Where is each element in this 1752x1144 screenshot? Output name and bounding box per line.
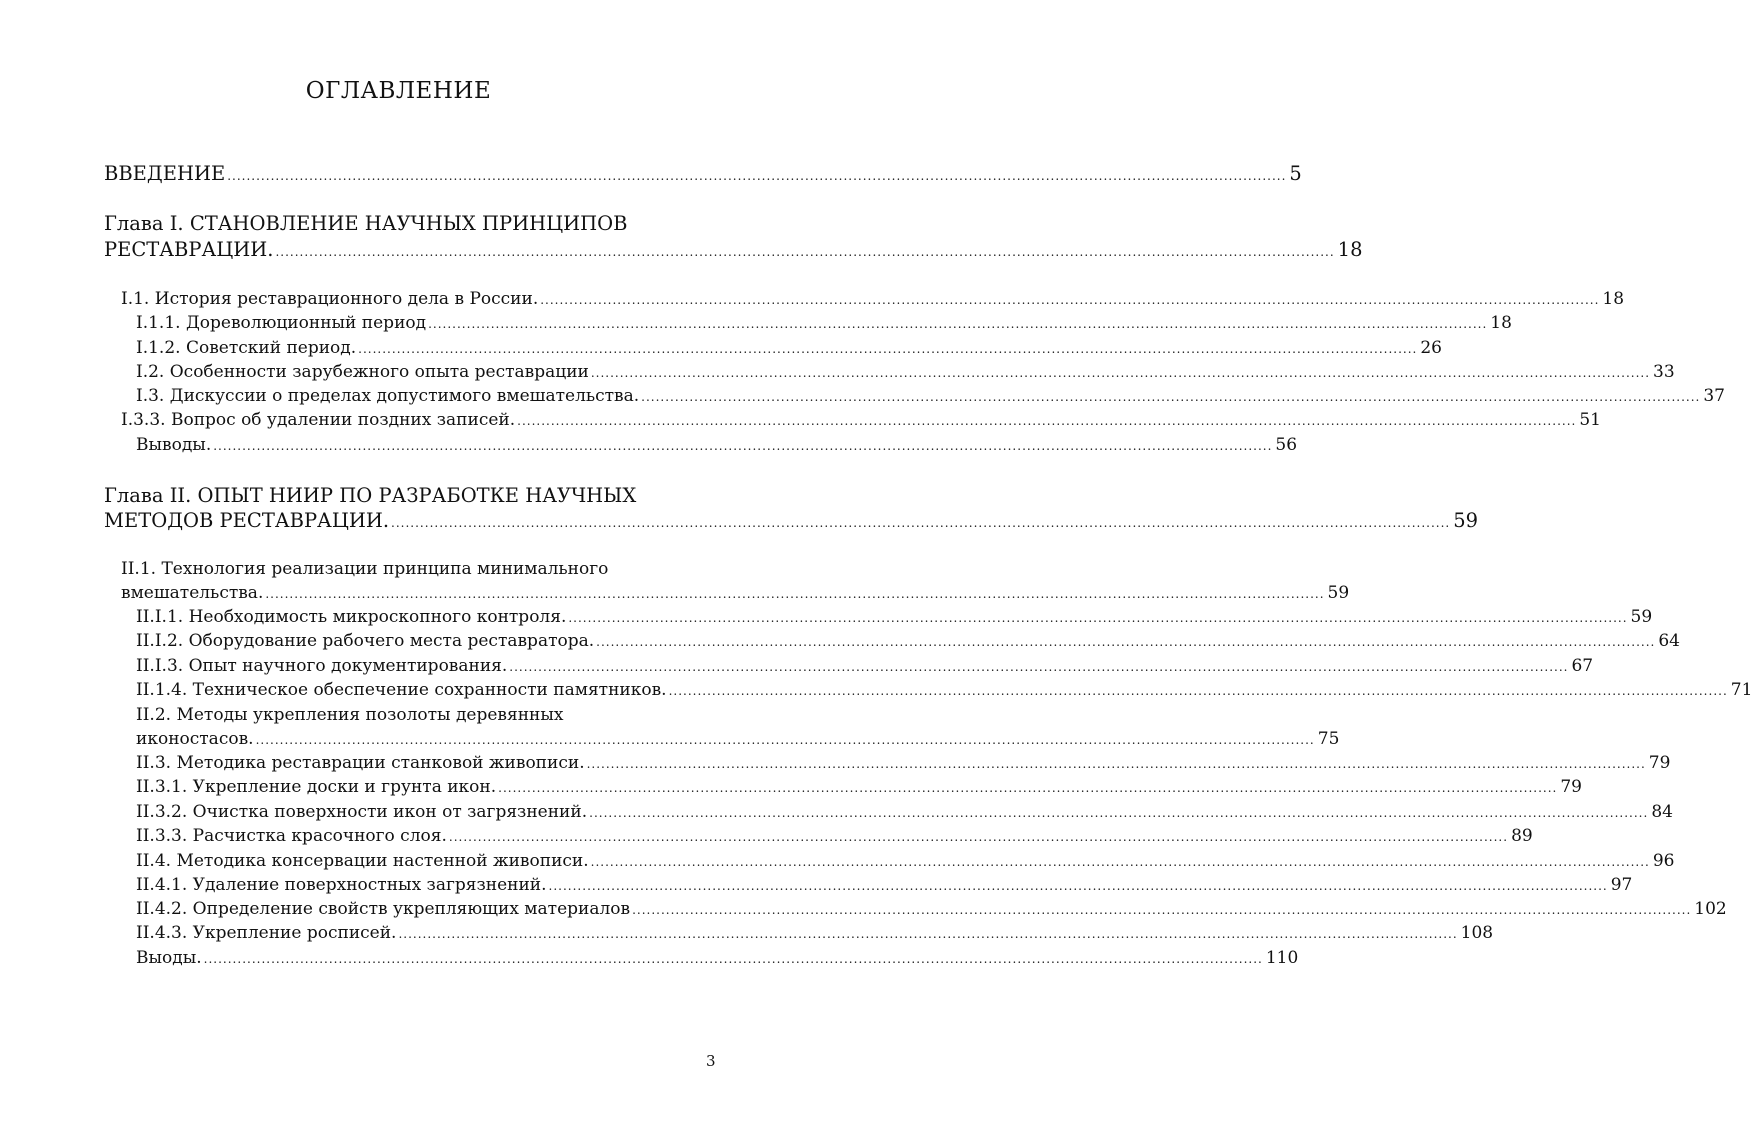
toc-entry-title: I.1. История реставрационного дела в России. [121, 289, 539, 309]
toc-entry-section-2-1-3[interactable] [136, 654, 1594, 679]
toc-entry-section-2-1-2[interactable] [136, 629, 1680, 654]
toc-entry-title: вмешательства. [121, 583, 264, 603]
toc-entry-page: 18 [1602, 289, 1625, 309]
toc-chapter-2-heading: Глава II. ОПЫТ НИИР ПО РАЗРАБОТКЕ НАУЧНЫХ [104, 484, 637, 507]
toc-entry-title: II.4.1. Удаление поверхностных загрязнений. [136, 875, 547, 895]
dot-leader: ............................................................................................................................................................................................................................ [428, 317, 1488, 331]
toc-entry-page: 102 [1694, 899, 1727, 919]
toc-entry-page: 108 [1460, 923, 1494, 943]
toc-entry-page: 96 [1652, 851, 1675, 871]
toc-entry-page: 89 [1511, 826, 1533, 846]
toc-entry-page: 79 [1648, 753, 1671, 773]
toc-entry-section-2-4[interactable] [136, 849, 1675, 874]
toc-entry-page: 18 [1490, 313, 1512, 333]
dot-leader: ............................................................................................................................................................................................................................ [589, 806, 1649, 820]
toc-entry-section-1-3[interactable] [136, 384, 1725, 409]
toc-entry-page: 110 [1265, 948, 1299, 968]
toc-entry-title: МЕТОДОВ РЕСТАВРАЦИИ. [104, 509, 390, 532]
toc-entry-page: 59 [1630, 607, 1653, 627]
dot-leader: ............................................................................................................................................................................................................................ [448, 830, 1509, 844]
toc-entry-section-2-3-1[interactable] [136, 775, 1582, 800]
toc-entry-page: 33 [1653, 362, 1675, 382]
dot-leader: ............................................................................................................................................................................................................................ [265, 587, 1325, 601]
dot-leader: ............................................................................................................................................................................................................................ [596, 635, 1656, 649]
toc-entry-page: 37 [1703, 386, 1725, 406]
toc-entry-chapter-1[interactable] [104, 236, 1363, 266]
toc-entry-title: II.I.1. Необходимость микроскопного контроля. [136, 607, 567, 627]
dot-leader: ............................................................................................................................................................................................................................ [590, 366, 1651, 380]
toc-entry-title: II.4.2. Определение свойств укрепляющих материалов [136, 899, 631, 919]
toc-entry-title: II.1.4. Техническое обеспечение сохранности памятников. [136, 680, 667, 700]
dot-leader: ............................................................................................................................................................................................................................ [227, 169, 1287, 183]
toc-entry-title: I.3.3. Вопрос об удалении поздних записей. [121, 410, 516, 430]
toc-section-2-1-heading: II.1. Технология реализации принципа минимального [121, 559, 609, 579]
toc-entry-page: 75 [1317, 729, 1340, 749]
toc-entry-title: II.4. Методика консервации настенной живописи. [136, 851, 589, 871]
toc-entry-page: 71 [1730, 680, 1752, 700]
toc-entry-title: I.3. Дискуссии о пределах допустимого вмешательства. [136, 386, 640, 406]
toc-entry-page: 79 [1560, 777, 1582, 797]
toc-entry-section-1-1-2[interactable] [136, 336, 1442, 361]
toc-entry-page: 26 [1420, 338, 1442, 358]
dot-leader: ............................................................................................................................................................................................................................ [498, 781, 1558, 795]
toc-entry-section-1-2[interactable] [136, 360, 1675, 385]
toc-entry-section-2-3[interactable] [136, 751, 1671, 776]
toc-entry-title: II.3.1. Укрепление доски и грунта икон. [136, 777, 497, 797]
toc-entry-introduction[interactable] [104, 160, 1302, 190]
toc-entry-section-2-4-2[interactable] [136, 897, 1727, 922]
page-number: 3 [706, 1052, 716, 1070]
dot-leader: ............................................................................................................................................................................................................................ [540, 293, 1600, 307]
toc-entry-title: РЕСТАВРАЦИИ. [104, 238, 274, 261]
dot-leader: ............................................................................................................................................................................................................................ [213, 439, 1273, 453]
toc-entry-page: 67 [1571, 656, 1594, 676]
toc-entry-title: ВВЕДЕНИЕ [104, 162, 226, 185]
toc-entry-section-2-1-4[interactable] [136, 678, 1752, 703]
dot-leader: ............................................................................................................................................................................................................................ [668, 684, 1728, 698]
toc-entry-chapter-2-conclusions[interactable] [136, 946, 1299, 971]
toc-entry-section-1-1-1[interactable] [136, 311, 1512, 336]
toc-entry-title: иконостасов. [136, 729, 254, 749]
toc-entry-section-2-3-3[interactable] [136, 824, 1533, 849]
toc-entry-title: I.2. Особенности зарубежного опыта реставрации [136, 362, 589, 382]
toc-entry-title: II.I.2. Оборудование рабочего места реставратора. [136, 631, 595, 651]
dot-leader: ............................................................................................................................................................................................................................ [517, 414, 1577, 428]
dot-leader: ............................................................................................................................................................................................................................ [398, 927, 1458, 941]
toc-entry-chapter-1-conclusions[interactable] [136, 433, 1298, 458]
toc-entry-title: II.I.3. Опыт научного документирования. [136, 656, 508, 676]
toc-entry-title: II.3.3. Расчистка красочного слоя. [136, 826, 447, 846]
toc-chapter-1-heading: Глава I. СТАНОВЛЕНИЕ НАУЧНЫХ ПРИНЦИПОВ [104, 212, 628, 235]
toc-entry-title: Выоды. [136, 948, 202, 968]
toc-entry-title: I.1.2. Советский период. [136, 338, 357, 358]
toc-entry-page: 51 [1579, 410, 1601, 430]
toc-entry-page: 5 [1289, 162, 1302, 185]
dot-leader: ............................................................................................................................................................................................................................ [641, 390, 1701, 404]
toc-entry-title: II.3. Методика реставрации станковой живописи. [136, 753, 585, 773]
toc-section-2-2-heading: II.2. Методы укрепления позолоты деревянных [136, 705, 564, 725]
toc-entry-page: 59 [1327, 583, 1350, 603]
dot-leader: ............................................................................................................................................................................................................................ [548, 879, 1608, 893]
dot-leader: ............................................................................................................................................................................................................................ [203, 952, 1263, 966]
page-title: ОГЛАВЛЕНИЕ [305, 78, 492, 104]
dot-leader: ............................................................................................................................................................................................................................ [391, 516, 1451, 530]
toc-entry-section-2-1[interactable] [121, 581, 1350, 606]
dot-leader: ............................................................................................................................................................................................................................ [509, 660, 1569, 674]
dot-leader: ............................................................................................................................................................................................................................ [632, 903, 1692, 917]
dot-leader: ............................................................................................................................................................................................................................ [275, 245, 1335, 259]
toc-entry-title: Выводы. [136, 435, 212, 455]
dot-leader: ............................................................................................................................................................................................................................ [590, 855, 1650, 869]
toc-entry-section-2-3-2[interactable] [136, 800, 1673, 825]
toc-entry-title: II.3.2. Очистка поверхности икон от загрязнений. [136, 802, 588, 822]
toc-entry-page: 97 [1610, 875, 1633, 895]
dot-leader: ............................................................................................................................................................................................................................ [358, 342, 1418, 356]
toc-entry-section-2-4-3[interactable] [136, 921, 1494, 946]
dot-leader: ............................................................................................................................................................................................................................ [586, 757, 1646, 771]
dot-leader: ............................................................................................................................................................................................................................ [568, 611, 1628, 625]
toc-entry-page: 18 [1337, 238, 1363, 261]
dot-leader: ............................................................................................................................................................................................................................ [255, 733, 1315, 747]
toc-entry-title: I.1.1. Дореволюционный период [136, 313, 427, 333]
toc-entry-section-1-1[interactable] [121, 287, 1625, 312]
toc-entry-page: 84 [1651, 802, 1673, 822]
toc-entry-section-2-4-1[interactable] [136, 873, 1633, 898]
toc-entry-section-2-1-1[interactable] [136, 605, 1653, 630]
toc-entry-page: 64 [1658, 631, 1680, 651]
toc-entry-section-1-3-3[interactable] [121, 408, 1601, 433]
toc-entry-page: 56 [1275, 435, 1298, 455]
toc-entry-title: II.4.3. Укрепление росписей. [136, 923, 397, 943]
toc-entry-chapter-2[interactable] [104, 507, 1479, 537]
toc-entry-page: 59 [1453, 509, 1479, 532]
toc-entry-section-2-2[interactable] [136, 727, 1340, 752]
